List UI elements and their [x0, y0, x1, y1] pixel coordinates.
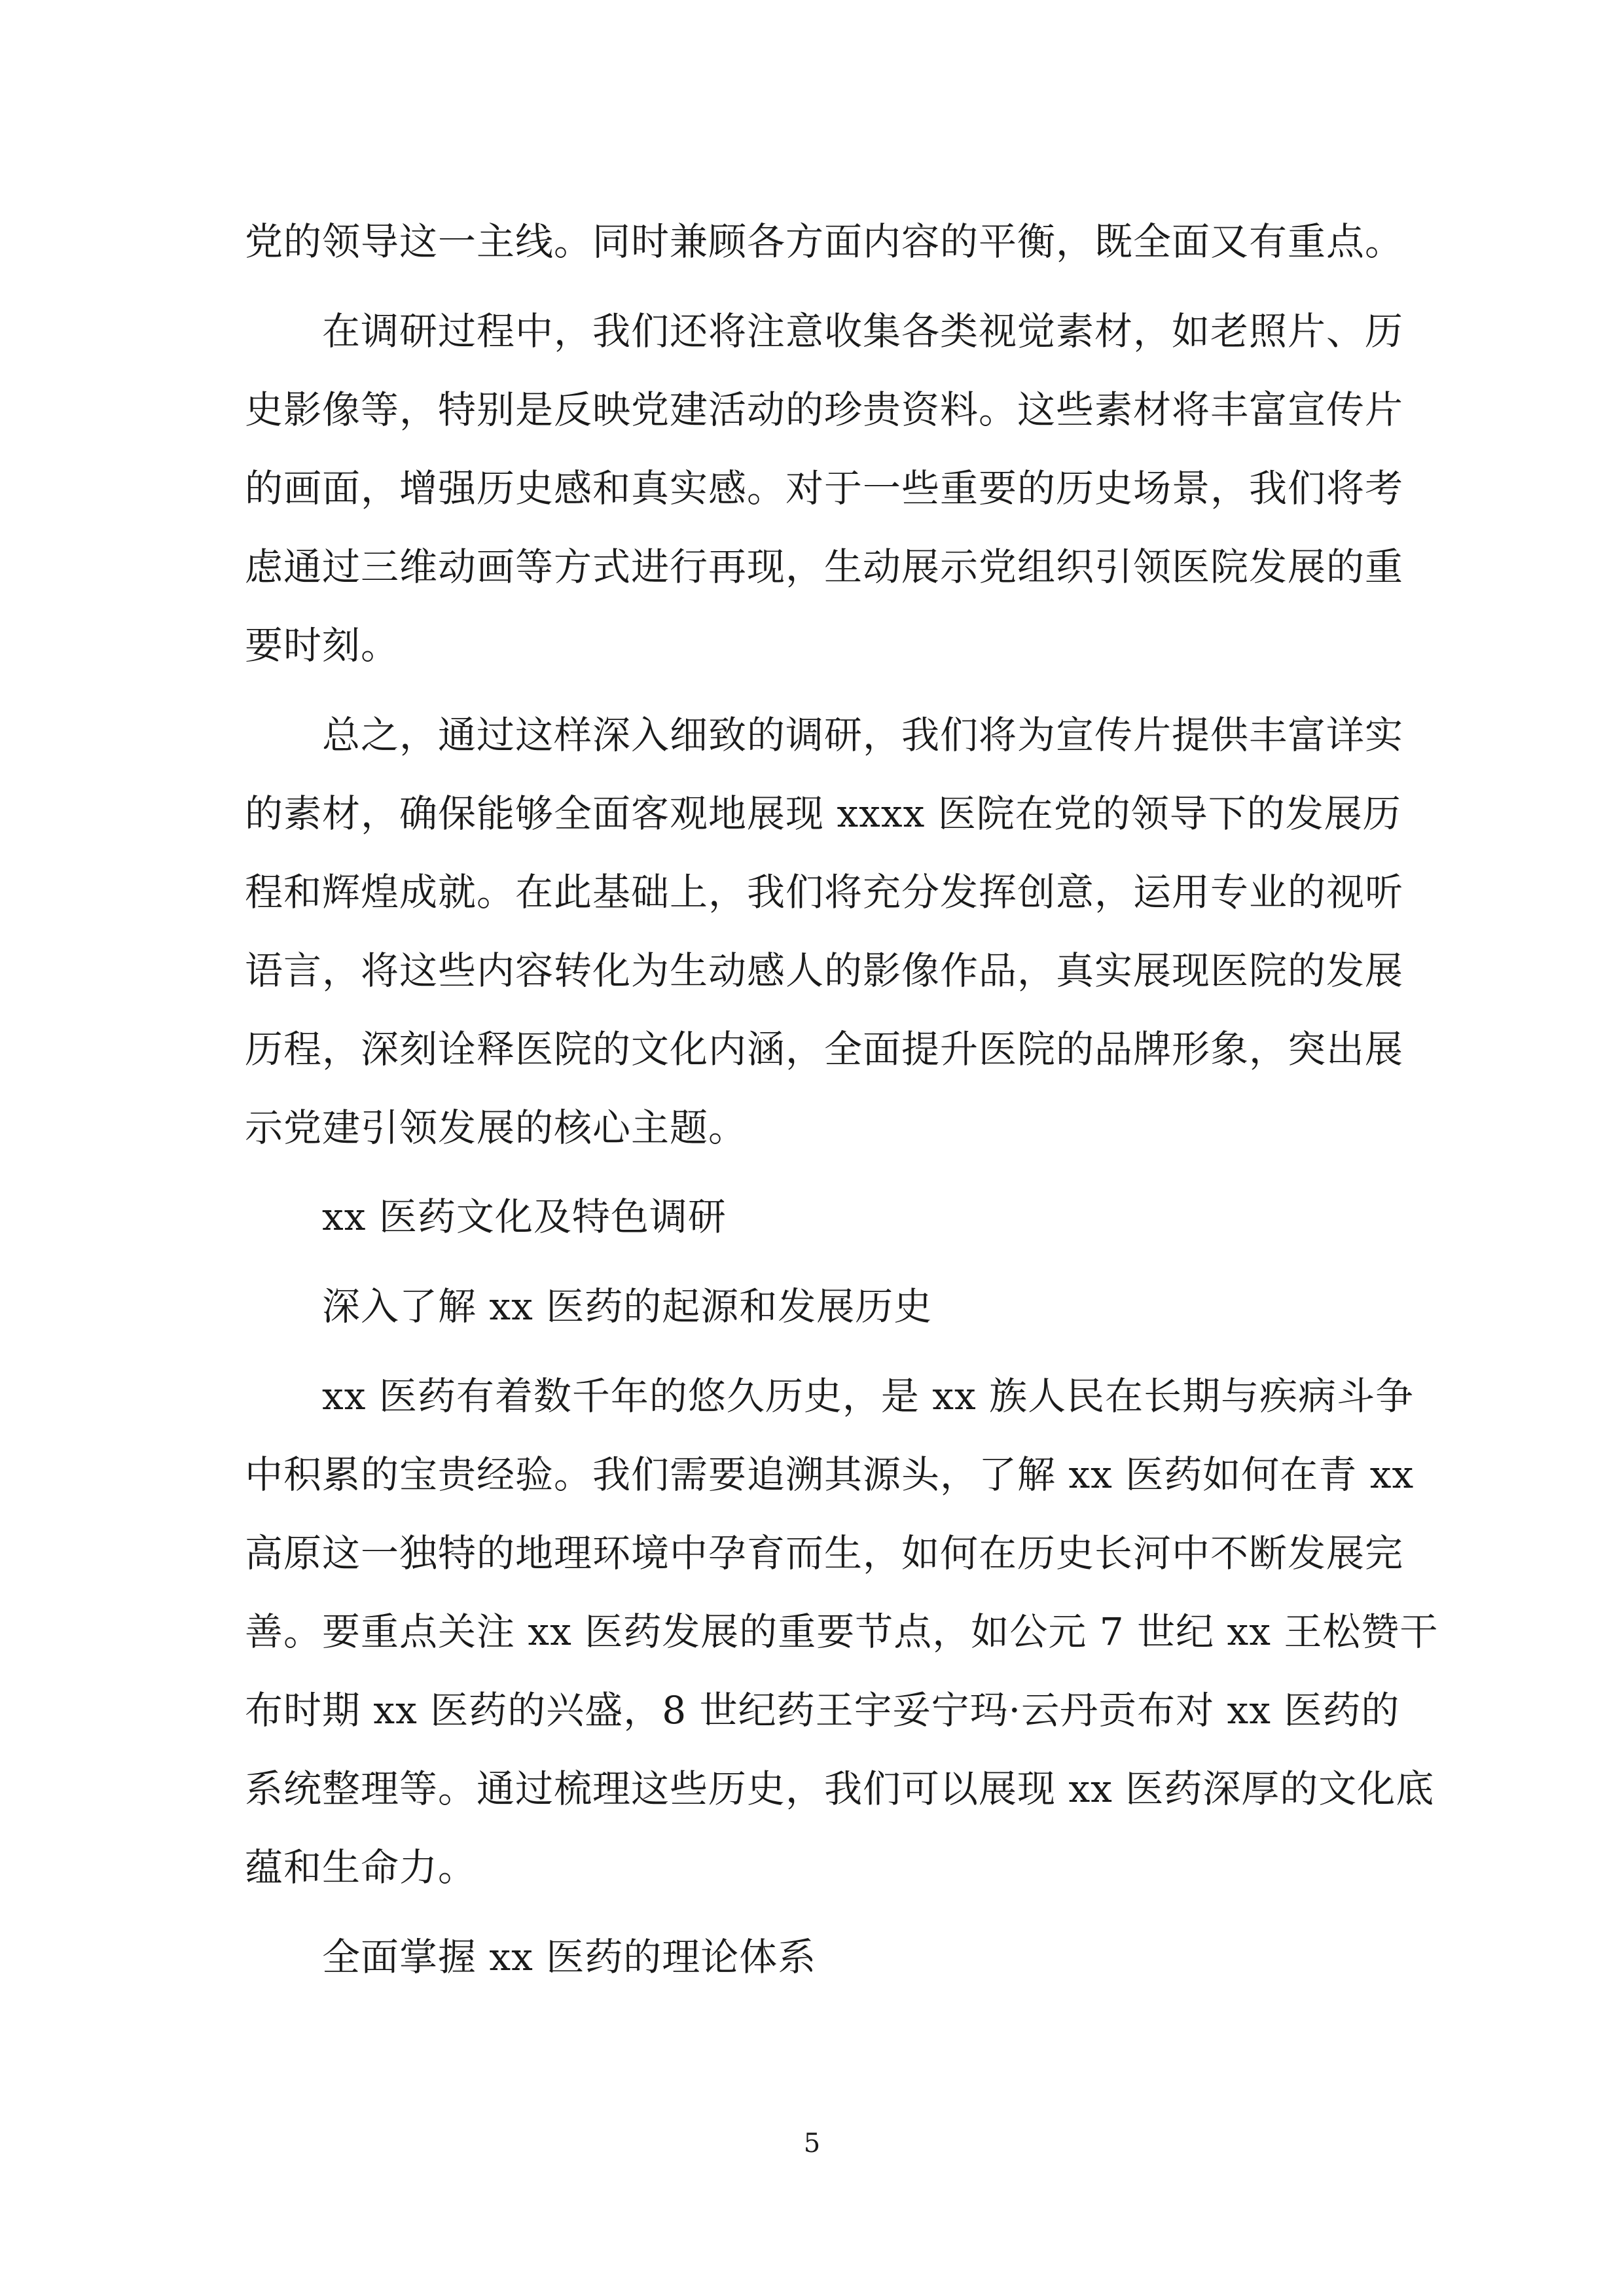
text-line: 历程，深刻诠释医院的文化内涵，全面提升医院的品牌形象，突出展 [245, 1027, 1404, 1071]
text-line: 善。要重点关注 xx 医药发展的重要节点，如公元 7 世纪 xx 王松赞干 [245, 1609, 1439, 1654]
text-line: 布时期 xx 医药的兴盛，8 世纪药王宇妥宁玛·云丹贡布对 xx 医药的 [245, 1688, 1400, 1732]
text-line: 党的领导这一主线。同时兼顾各方面内容的平衡，既全面又有重点。 [245, 219, 1404, 264]
text-line: 的画面，增强历史感和真实感。对于一些重要的历史场景，我们将考 [245, 466, 1404, 511]
text-line: 中积累的宝贵经验。我们需要追溯其源头，了解 xx 医药如何在青 xx [245, 1452, 1415, 1497]
text-line: 蕴和生命力。 [245, 1845, 477, 1890]
paragraph-first-line: 在调研过程中，我们还将注意收集各类视觉素材，如老照片、历 [322, 309, 1404, 353]
subsection-heading: 深入了解 xx 医药的起源和发展历史 [322, 1284, 933, 1329]
text-line: 史影像等，特别是反映党建活动的珍贵资料。这些素材将丰富宣传片 [245, 387, 1404, 432]
text-line: 要时刻。 [245, 623, 400, 668]
section-heading: xx 医药文化及特色调研 [322, 1194, 727, 1239]
text-line: 语言，将这些内容转化为生动感人的影像作品，真实展现医院的发展 [245, 948, 1404, 993]
subsection-heading: 全面掌握 xx 医药的理论体系 [322, 1935, 817, 1979]
paragraph-first-line: xx 医药有着数千年的悠久历史，是 xx 族人民在长期与疾病斗争 [322, 1374, 1415, 1418]
text-line: 虑通过三维动画等方式进行再现，生动展示党组织引领医院发展的重 [245, 545, 1404, 589]
page-number: 5 [803, 2128, 821, 2159]
text-line: 系统整理等。通过梳理这些历史，我们可以展现 xx 医药深厚的文化底 [245, 1767, 1435, 1811]
text-line: 程和辉煌成就。在此基础上，我们将充分发挥创意，运用专业的视听 [245, 870, 1404, 914]
paragraph-first-line: 总之，通过这样深入细致的调研，我们将为宣传片提供丰富详实 [322, 713, 1404, 757]
text-line: 的素材，确保能够全面客观地展现 xxxx 医院在党的领导下的发展历 [245, 791, 1401, 836]
text-line: 高原这一独特的地理环境中孕育而生，如何在历史长河中不断发展完 [245, 1531, 1404, 1575]
text-line: 示党建引领发展的核心主题。 [245, 1105, 748, 1150]
